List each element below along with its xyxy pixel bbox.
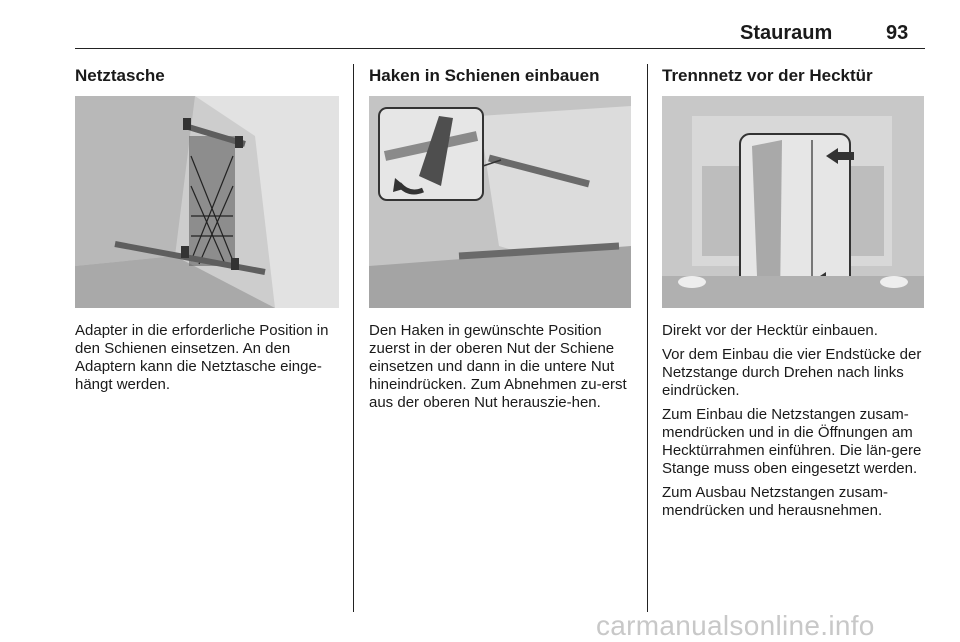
net-pocket-illustration — [75, 96, 339, 308]
watermark: carmanualsonline.info — [596, 610, 875, 641]
paragraph: Vor dem Einbau die vier Endstücke der Netzstange durch Drehen nach links eindrücken. — [662, 346, 922, 399]
column-divider-2 — [647, 64, 648, 612]
column-body — [75, 322, 343, 400]
column-title: Trennnetz vor der Hecktür — [662, 66, 873, 85]
paragraph: Direkt vor der Hecktür einbauen. — [662, 322, 878, 339]
column-divider-1 — [353, 64, 354, 612]
column-title: Haken in Schienen einbauen — [369, 66, 600, 85]
paragraph: Zum Einbau die Netzstangen zusam-mendrücken und in die Öffnungen am Hecktürrahmen einführen. Die län-gere Stange muss oben eingesetzt werden. — [662, 406, 922, 477]
header-divider — [75, 48, 925, 49]
paragraph: Adapter in die erforderliche Position in den Schienen einsetzen. An den Adaptern kann die Netztasche einge-hängt werden. — [75, 322, 329, 393]
page-number: 93 — [886, 22, 909, 44]
paragraph: Den Haken in gewünschte Position zuerst in der oberen Nut der Schiene einsetzen und dann in die untere Nut hineindrücken. Zum Abnehmen zu-erst aus der oberen Nut herauszie-hen. — [369, 322, 627, 411]
column-body — [369, 322, 639, 418]
section-title: Stauraum — [740, 22, 833, 44]
paragraph: Zum Ausbau Netzstangen zusam-mendrücken und herausnehmen. — [662, 484, 888, 519]
hook-rail-illustration — [369, 96, 631, 308]
rear-door-net-illustration — [662, 96, 924, 308]
column-title: Netztasche — [75, 66, 165, 85]
column-body — [662, 322, 930, 526]
